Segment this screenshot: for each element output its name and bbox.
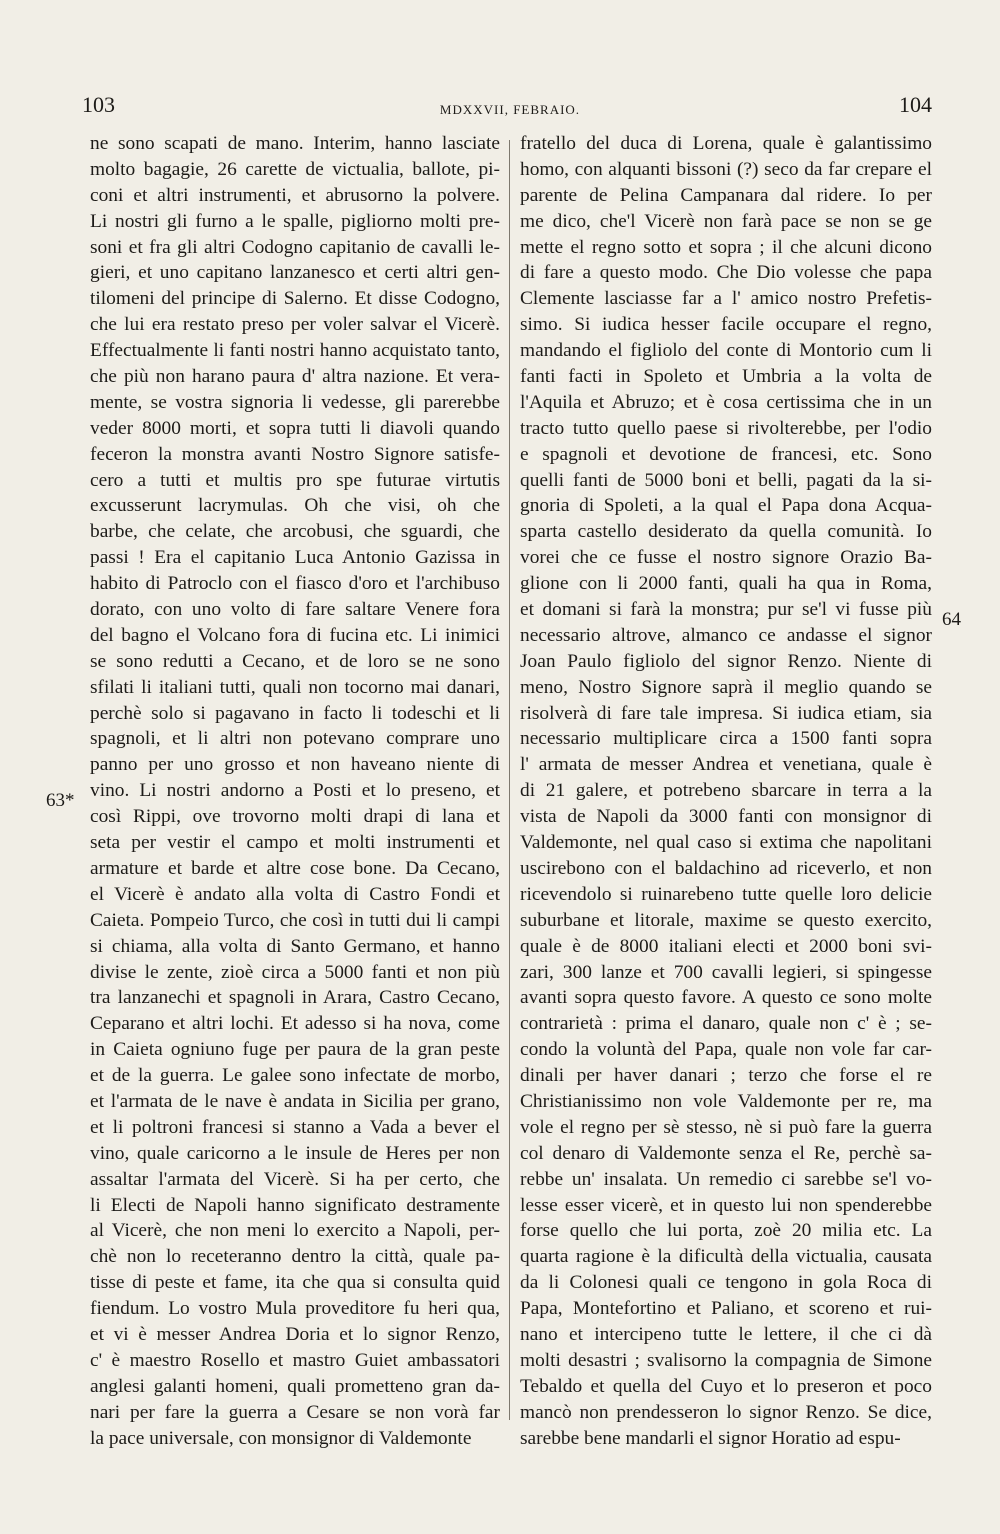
text-line: et vi è messer Andrea Doria et lo signor Renzo, (90, 1323, 500, 1345)
text-line: seta per vestir el campo et molti instrumenti et (90, 832, 500, 854)
text-line: glione con li 2000 fanti, quali ha qua in Roma, (520, 573, 932, 595)
text-line: vole el regno per sè stesso, nè si può fare la guerra (520, 1116, 932, 1138)
text-line: lesse esser vicerè, et in questo lui non spenderebbe (520, 1194, 932, 1216)
text-line: contrarietà : prima el danaro, quale non c' è ; se- (520, 1013, 932, 1035)
text-line: fratello del duca di Lorena, quale è galantissimo (520, 133, 932, 154)
text-line: Caieta. Pompeio Turco, che così in tutti dui li campi (90, 909, 500, 931)
text-line: assaltar l'armata del Vicerè. Si ha per certo, che (90, 1168, 500, 1190)
text-line: fiendum. Lo vostro Mula proveditore fu heri qua, (90, 1298, 500, 1320)
page-header (80, 92, 940, 124)
right-column (520, 131, 932, 1449)
left-margin-note: 63* (46, 790, 75, 811)
text-line: al Vicerè, che non meni lo exercito a Napoli, per- (90, 1220, 500, 1242)
text-line: soni et fra gli altri Codogno capitanio de cavalli le- (90, 236, 500, 258)
text-line: Valdemonte, nel qual caso si extima che napolitani (520, 832, 932, 854)
text-line: gieri, et uno capitano lanzanesco et certi altri gen- (90, 262, 500, 284)
text-line: del bagno el Volcano fora di fucina etc. Li inimici (90, 624, 500, 646)
text-line: molti desastri ; svalisorno la compagnia de Simone (520, 1349, 932, 1371)
text-line: et domani si farà la monstra; pur se'l vi fusse più (520, 599, 932, 621)
text-line: dinali per haver danari ; terzo che forse el re (520, 1065, 932, 1087)
text-line: divise le zente, zioè circa a 5000 fanti et non più (90, 961, 500, 983)
text-line: di fare a questo modo. Che Dio volesse che papa (520, 262, 932, 284)
text-line: col denaro di Valdemonte senza el Re, perchè sa- (520, 1142, 932, 1164)
text-line: barbe, che celate, che arcobusi, che sguardi, che (90, 521, 500, 543)
text-line: mente, se vostra signoria li vedesse, gli parerebbe (90, 391, 500, 413)
text-line: mancò non prendesseron lo signor Renzo. Se dice, (520, 1401, 932, 1423)
text-line: c' è maestro Rosello et mastro Guiet ambassatori (90, 1349, 500, 1371)
text-line: vino. Li nostri andorno a Posti et lo preseno, et (90, 780, 500, 802)
text-line: panno per uno grosso et non haveano niente di (90, 754, 500, 776)
text-line: la pace universale, con monsignor di Valdemonte (90, 1427, 472, 1449)
text-line: sparta castello desiderato da quella comunità. Io (520, 521, 932, 543)
text-line: nano et intercipeno tutte le lettere, il che ci dà (520, 1323, 932, 1345)
text-line: da li Colonesi quali ce tengono in gola Roca di (520, 1272, 932, 1294)
column-divider (509, 140, 510, 1420)
text-line: necessario multiplicare circa a 1500 fanti sopra (520, 728, 932, 750)
text-line: me dico, che'l Vicerè non farà pace se non se ge (520, 210, 932, 232)
text-line: li Electi de Napoli hanno significato destramente (90, 1194, 500, 1216)
text-line: se sono redutti a Cecano, et de loro se ne sono (90, 650, 500, 672)
text-line: el Vicerè è andato alla volta di Castro Fondi et (90, 883, 500, 905)
text-line: Christianissimo non vole Valdemonte per re, ma (520, 1090, 932, 1112)
text-line: zari, 300 lanze et 700 cavalli legieri, si spingesse (520, 961, 932, 983)
text-line: uscirebono con el baldachino ad riceverlo, et non (520, 857, 932, 879)
text-line: molto bagagie, 26 carette de victualia, ballote, pi- (90, 158, 500, 180)
text-line: sarebbe bene mandarli el signor Horatio ad espu- (520, 1427, 901, 1449)
left-column (90, 131, 500, 1449)
text-line: spagnoli, et li altri non potevano comprare uno (90, 728, 500, 750)
text-line: quarta ragione è la dificultà della victualia, causata (520, 1246, 932, 1268)
text-line: fanti facti in Spoleto et Umbria a la volta de (520, 366, 932, 388)
text-line: cero a tutti et multis pro spe futurae virtutis (90, 469, 500, 491)
text-line: quelli fanti de 5000 boni et belli, pagati da la si- (520, 469, 932, 491)
text-line: vorei che ce fusse el nostro signore Orazio Ba- (520, 547, 932, 569)
text-line: forse quello che lui porta, zoè 20 milia etc. La (520, 1220, 932, 1242)
text-line: condo la voluntà del Papa, quale non vole far car- (520, 1039, 932, 1061)
text-line: et l'armata de le nave è andata in Sicilia per grano, (90, 1090, 500, 1112)
text-line: e spagnoli et devotione de francesi, etc. Sono (520, 443, 932, 465)
right-margin-note: 64 (942, 609, 961, 630)
text-line: et li poltroni francesi si stanno a Vada a bever el (90, 1116, 500, 1138)
text-line: l' armata de messer Andrea et venetiana, quale è (520, 754, 932, 776)
text-line: l'Aquila et Abruzo; et è cosa certissima che in un (520, 391, 932, 413)
text-line: veder 8000 morti, et sopra tutti li diavoli quando (90, 417, 500, 439)
running-head: MDXXVII, FEBRAIO. (439, 102, 581, 117)
text-line: necessario altrove, almanco ce andasse el signor (520, 624, 932, 646)
text-line: passi ! Era el capitanio Luca Antonio Gazissa in (90, 547, 500, 569)
text-line: Papa, Montefortino et Paliano, et scoreno et rui- (520, 1298, 932, 1320)
text-line: meno, Nostro Signore saprà il meglio quando se (520, 676, 932, 698)
text-line: tilomeni del principe di Salerno. Et disse Codogno, (90, 288, 500, 310)
text-line: tracto tutto quello paese si rivolterebbe, per l'odio (520, 417, 932, 439)
text-line: armature et barde et altre cose bone. Da Cecano, (90, 857, 500, 879)
text-line: ricevendolo si ruinarebeno tutte quelle loro delicie (520, 883, 932, 905)
text-line: rebbe un' insalata. Un remedio ci sarebbe se'l vo- (520, 1168, 932, 1190)
text-line: suburbane et litorale, maxime se questo exercito, (520, 909, 932, 931)
text-line: feceron la monstra avanti Nostro Signore satisfe- (90, 443, 500, 465)
text-line: et de la guerra. Le galee sono infectate de morbo, (90, 1065, 500, 1087)
text-line: dorato, con uno volto di fare saltare Venere fora (90, 599, 500, 621)
text-line: che più non harano paura d' altra nazione. Et vera- (90, 366, 500, 388)
text-line: parente de Pelina Campanara dal ridere. Io per (520, 184, 932, 206)
text-line: nari per fare la guerra a Cesare se non vorà far (90, 1401, 500, 1423)
text-line: excusserunt lacrymulas. Oh che visi, oh che (90, 495, 500, 517)
text-line: mandando el figliolo del conte di Montorio cum li (520, 340, 932, 362)
text-line: anglesi galanti homeni, quali prometteno gran da- (90, 1375, 500, 1397)
text-line: vista de Napoli da 3000 fanti con monsignor di (520, 806, 932, 828)
right-page-number: 104 (899, 92, 932, 117)
text-line: Ceparano et altri lochi. Et adesso si ha nova, come (90, 1013, 500, 1035)
text-line: Clemente lasciasse far a l' amico nostro Prefetis- (520, 288, 932, 310)
text-line: chè non lo receteranno dentro la città, quale pa- (90, 1246, 500, 1268)
text-line: perchè solo si pagavano in facto li todeschi et li (90, 702, 500, 724)
text-line: avanti sopra questo favore. A questo ce sono molte (520, 987, 932, 1009)
text-line: coni et altri instrumenti, et abrusorno la polvere. (90, 184, 500, 206)
text-line: Li nostri gli furno a le spalle, pigliorno molti pre- (90, 210, 500, 232)
text-line: così Rippi, ove trovorno molti drapi di lana et (90, 806, 500, 828)
text-line: che lui era restato preso per voler salvar el Vicerè. (90, 314, 500, 336)
text-line: sfilati li italiani tutti, quali non tocorno mai danari, (90, 676, 500, 698)
text-line: Effectualmente li fanti nostri hanno acquistato tanto, (90, 340, 500, 362)
text-line: homo, con alquanti bissoni (?) seco da far crepare el (520, 158, 932, 180)
text-line: quale è de 8000 italiani electi et 2000 boni svi- (520, 935, 932, 957)
text-line: risolverà di fare tale impresa. Si iudica etiam, sia (520, 702, 932, 724)
text-line: habito di Patroclo con el fiasco d'oro et l'archibuso (90, 573, 500, 595)
text-line: simo. Si iudica hesser facile occupare el regno, (520, 314, 932, 336)
text-line: di 21 galere, et potrebeno sbarcare in terra a la (520, 780, 932, 802)
text-line: in Caieta ogniuno fuge per paura de la gran peste (90, 1039, 500, 1061)
text-line: ne sono scapati de mano. Interim, hanno lasciate (90, 133, 500, 154)
text-line: vino, quale caricorno a le insule de Heres per non (90, 1142, 500, 1164)
text-line: mette el regno sotto et sopra ; il che alcuni dicono (520, 236, 932, 258)
text-line: gnoria di Spoleti, a la qual el Papa dona Acqua- (520, 495, 932, 517)
text-line: Tebaldo et quella del Cuyo et lo preseron et poco (520, 1375, 932, 1397)
text-line: Joan Paulo figliolo del signor Renzo. Niente di (520, 650, 932, 672)
text-line: si chiama, alla volta di Santo Germano, et hanno (90, 935, 500, 957)
left-page-number: 103 (82, 92, 115, 117)
text-line: tisse di peste et fame, ita che qua si consulta quid (90, 1272, 500, 1294)
text-line: tra lanzanechi et spagnoli in Arara, Castro Cecano, (90, 987, 500, 1009)
